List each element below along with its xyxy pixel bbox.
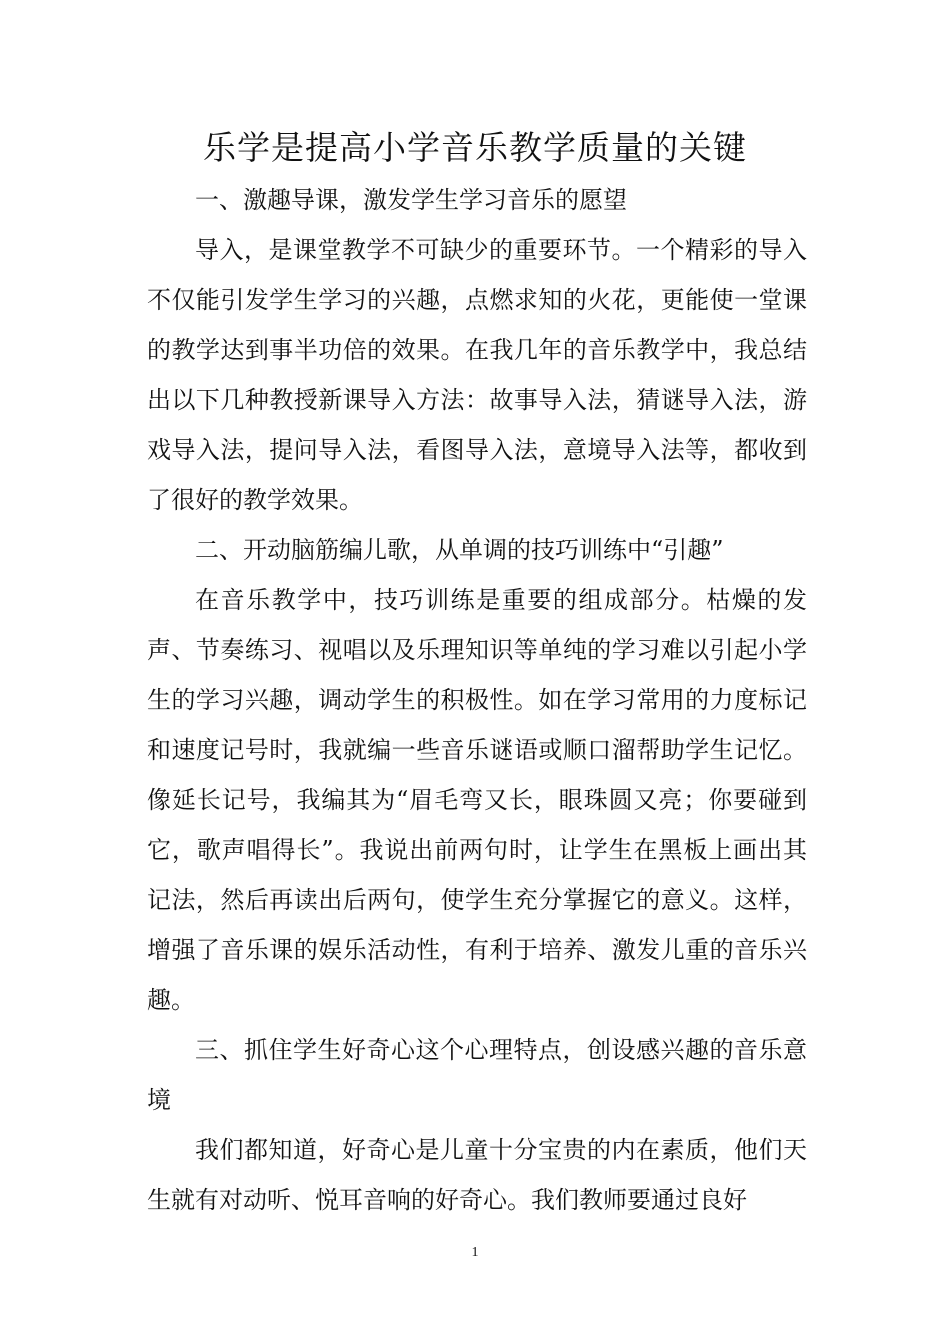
- section-heading-2: 二、开动脑筋编儿歌，从单调的技巧训练中“引趣”: [195, 536, 724, 564]
- paragraph-1: 导入，是课堂教学不可缺少的重要环节。一个精彩的导入不仅能引发学生学习的兴趣，点燃求知的火花，更能使一堂课的教学达到事半功倍的效果。在我几年的音乐教学中，我总结出以下几种教授新课导入方法：故事导入法，猜谜导入法，游戏导入法，提问导入法，看图导入法，意境导入法等，都收到了很好的教学效果。: [147, 236, 807, 514]
- section-heading-3: 三、抓住学生好奇心这个心理特点，创设感兴趣的音乐意境: [147, 1036, 807, 1114]
- paragraph-3: 我们都知道，好奇心是儿童十分宝贵的内在素质，他们天生就有对动听、悦耳音响的好奇心。我们教师要通过良好: [147, 1136, 807, 1214]
- paragraph-2: 在音乐教学中，技巧训练是重要的组成部分。枯燥的发声、节奏练习、视唱以及乐理知识等单纯的学习难以引起小学生的学习兴趣，调动学生的积极性。如在学习常用的力度标记和速度记号时，我就编一些音乐谜语或顺口溜帮助学生记忆。像延长记号，我编其为“眉毛弯又长，眼珠圆又亮；你要碰到它，歌声唱得长”。我说出前两句时，让学生在黑板上画出其记法，然后再读出后两句，使学生充分掌握它的意义。这样，增强了音乐课的娱乐活动性，有利于培养、激发儿重的音乐兴趣。: [147, 586, 807, 1014]
- section-heading-1: 一、激趣导课，激发学生学习音乐的愿望: [195, 186, 627, 214]
- page-number: 1: [471, 1245, 479, 1260]
- document-body: [147, 175, 807, 1225]
- document-title: 乐学是提高小学音乐教学质量的关键: [203, 128, 747, 167]
